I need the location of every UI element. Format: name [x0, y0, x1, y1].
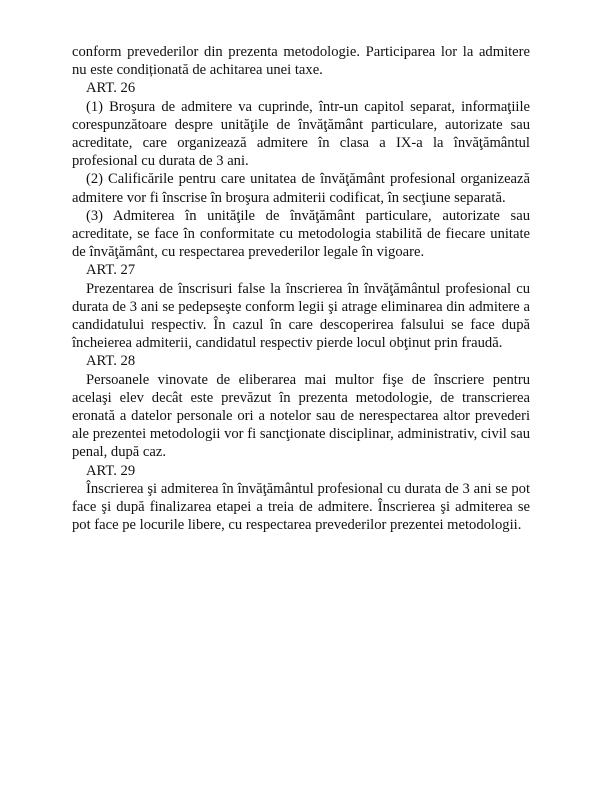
art26-paragraph-3: (3) Admiterea în unităţile de învăţământ particulare, autorizate sau acreditate, se face în conformitate cu metodologia stabilită de fiecare unitate de învăţământ, cu respectarea prevederilor legale în vigoare. — [72, 207, 530, 261]
document-page — [72, 43, 530, 534]
paragraph-continuation: conform prevederilor din prezenta metodologie. Participarea lor la admitere nu este condiționată de achitarea unei taxe. — [72, 44, 530, 79]
article-heading-27: ART. 27 — [86, 262, 136, 279]
art29-paragraph: Înscrierea şi admiterea în învăţământul profesional cu durata de 3 ani se pot face şi după finalizarea etapei a treia de admitere. Înscrierea şi admiterea se pot face pe locurile libere, cu respectarea prevederilor prezentei metodologii. — [72, 480, 530, 534]
art27-paragraph: Prezentarea de înscrisuri false la înscrierea în învăţământul profesional cu durata de 3 ani se pedepseşte conform legii şi atrage eliminarea din admitere a candidatului respectiv. În cazul în care descoperirea falsului se face după încheierea admiterii, candidatul respectiv pierde locul obţinut prin fraudă. — [72, 280, 530, 352]
art26-paragraph-1: (1) Broşura de admitere va cuprinde, într-un capitol separat, informaţiile corespunzătoare despre unităţile de învăţământ particulare, autorizate sau acreditate, care organizează admitere în clasa a IX-a la învăţământul profesional cu durata de 3 ani. — [72, 98, 530, 170]
art28-paragraph: Persoanele vinovate de eliberarea mai multor fişe de înscriere pentru acelaşi elev decât este prevăzut în prezenta metodologie, de transcrierea eronată a datelor personale ori a notelor sau de nerespectarea altor prevederi ale prezentei metodologii vor fi sancţionate disciplinar, administrativ, civil sau penal, după caz. — [72, 371, 530, 461]
article-heading-28: ART. 28 — [86, 353, 136, 370]
article-heading-26: ART. 26 — [86, 80, 136, 97]
art26-paragraph-2: (2) Calificările pentru care unitatea de învăţământ profesional organizează admitere vor fi înscrise în broşura admiterii codificat, în secţiune separată. — [72, 171, 530, 206]
article-heading-29: ART. 29 — [86, 462, 136, 479]
